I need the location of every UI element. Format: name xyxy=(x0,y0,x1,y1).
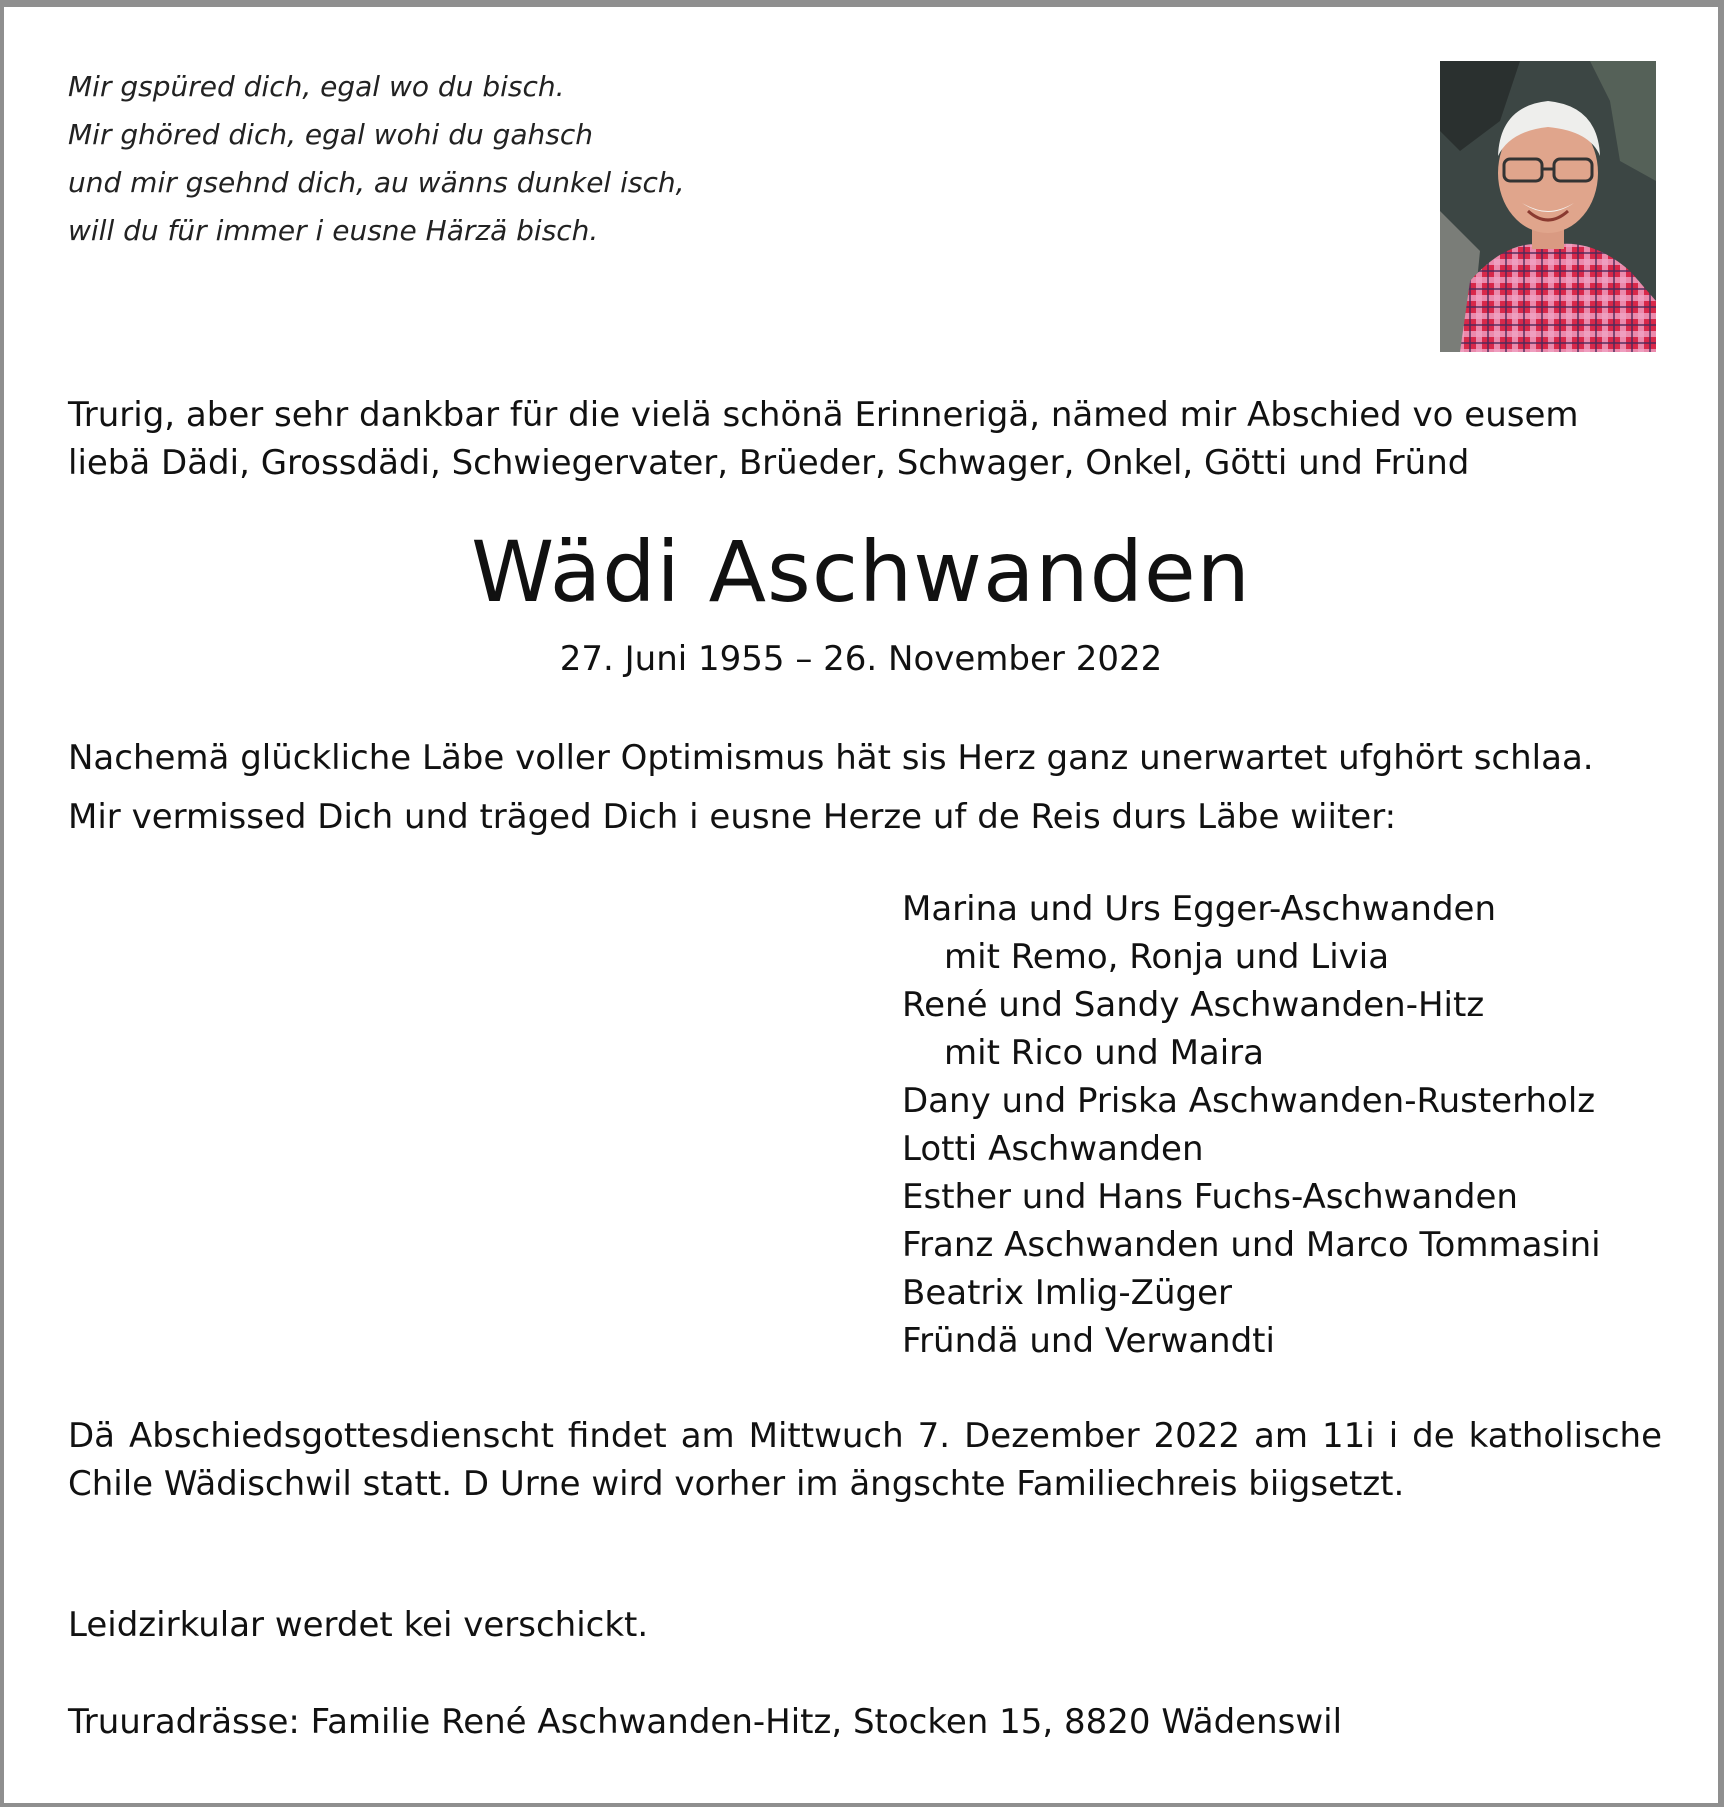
deceased-name: Wädi Aschwanden xyxy=(471,523,1251,621)
message-line: Mir vermissed Dich und träged Dich i eusne Herze uf de Reis durs Läbe wiiter: xyxy=(68,797,1397,837)
poem-line: Mir gspüred dich, egal wo du bisch. xyxy=(68,70,565,103)
mourner-entry: René und Sandy Aschwanden-Hitz xyxy=(902,985,1485,1025)
intro-line: liebä Dädi, Grossdädi, Schwiegervater, Brüeder, Schwager, Onkel, Götti und Fründ xyxy=(68,443,1470,483)
mourner-entry: Beatrix Imlig-Züger xyxy=(902,1273,1232,1313)
poem-line: und mir gsehnd dich, au wänns dunkel isch, xyxy=(68,166,685,199)
mourner-entry: Marina und Urs Egger-Aschwanden xyxy=(902,889,1497,929)
poem-line: will du für immer i eusne Härzä bisch. xyxy=(68,214,599,247)
mourner-entry: Esther und Hans Fuchs-Aschwanden xyxy=(902,1177,1518,1217)
portrait-photo xyxy=(1440,61,1656,352)
mourner-entry: Fründä und Verwandti xyxy=(902,1321,1275,1361)
mourner-entry: Lotti Aschwanden xyxy=(902,1129,1204,1169)
mourning-address: Truuradrässe: Familie René Aschwanden-Hitz, Stocken 15, 8820 Wädenswil xyxy=(68,1702,1343,1742)
obituary-page xyxy=(4,7,1718,1803)
service-info: Dä Abschiedsgottesdienscht findet am Mittwuch 7. Dezember 2022 am 11i i de katholische Chile Wädischwil statt. D Urne wird vorher im ängschte Familiechreis biigsetzt. xyxy=(68,1416,1662,1504)
intro-text xyxy=(68,391,1662,487)
mourner-entry: Dany und Priska Aschwanden-Rusterholz xyxy=(902,1081,1596,1121)
circular-notice: Leidzirkular werdet kei verschickt. xyxy=(68,1605,649,1645)
mourner-entry: mit Remo, Ronja und Livia xyxy=(944,937,1390,977)
mourner-entry: mit Rico und Maira xyxy=(944,1033,1264,1073)
intro-line: Trurig, aber sehr dankbar für die vielä schönä Erinnerigä, nämed mir Abschied vo eusem xyxy=(68,395,1579,435)
poem xyxy=(68,63,685,255)
portrait-image xyxy=(1440,61,1656,352)
message-line: Nachemä glückliche Läbe voller Optimismus hät sis Herz ganz unerwartet ufghört schlaa. xyxy=(68,738,1594,778)
mourners-list xyxy=(902,885,1601,1365)
poem-line: Mir ghöred dich, egal wohi du gahsch xyxy=(68,118,594,151)
mourner-entry: Franz Aschwanden und Marco Tommasini xyxy=(902,1225,1601,1265)
message-text xyxy=(68,729,1594,847)
life-dates: 27. Juni 1955 – 26. November 2022 xyxy=(559,639,1163,679)
